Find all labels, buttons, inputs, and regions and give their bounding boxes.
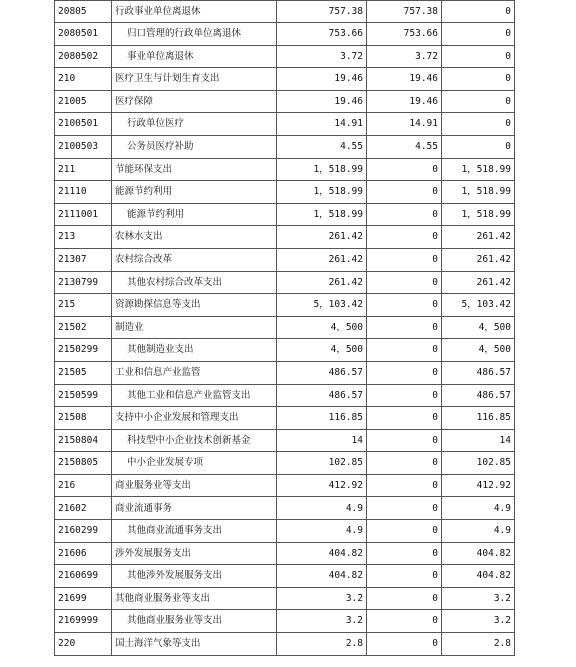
cell-total: 14.91	[277, 113, 367, 136]
cell-project-expenditure: 4，500	[442, 339, 515, 362]
cell-basic-expenditure: 0	[367, 158, 442, 181]
table-row	[55, 361, 515, 384]
cell-project-expenditure: 0	[442, 90, 515, 113]
cell-total: 4，500	[277, 316, 367, 339]
cell-total: 19.46	[277, 68, 367, 91]
cell-project-expenditure: 404.82	[442, 542, 515, 565]
cell-subject-code: 21005	[55, 90, 112, 113]
table-row	[55, 497, 515, 520]
table-row	[55, 316, 515, 339]
table-row	[55, 610, 515, 633]
cell-basic-expenditure: 0	[367, 316, 442, 339]
table-row	[55, 181, 515, 204]
cell-total: 19.46	[277, 90, 367, 113]
table-row	[55, 135, 515, 158]
cell-basic-expenditure: 0	[367, 384, 442, 407]
cell-subject-code: 2130799	[55, 271, 112, 294]
cell-total: 486.57	[277, 361, 367, 384]
cell-project-expenditure: 102.85	[442, 452, 515, 475]
cell-basic-expenditure: 0	[367, 542, 442, 565]
cell-project-expenditure: 4.9	[442, 497, 515, 520]
cell-subject-code: 2100503	[55, 135, 112, 158]
cell-project-expenditure: 0	[442, 68, 515, 91]
cell-total: 4.9	[277, 497, 367, 520]
cell-project-expenditure: 1，518.99	[442, 203, 515, 226]
cell-subject-name: 中小企业发展专项	[112, 452, 277, 475]
cell-project-expenditure: 261.42	[442, 226, 515, 249]
cell-project-expenditure: 0	[442, 23, 515, 46]
table-row	[55, 294, 515, 317]
cell-total: 404.82	[277, 542, 367, 565]
cell-total: 14	[277, 429, 367, 452]
cell-basic-expenditure: 0	[367, 474, 442, 497]
cell-project-expenditure: 0	[442, 113, 515, 136]
cell-subject-code: 2150805	[55, 452, 112, 475]
cell-subject-name: 商业服务业等支出	[112, 474, 277, 497]
cell-subject-code: 2169999	[55, 610, 112, 633]
table-row	[55, 429, 515, 452]
table-row	[55, 384, 515, 407]
cell-basic-expenditure: 19.46	[367, 68, 442, 91]
cell-subject-name: 涉外发展服务支出	[112, 542, 277, 565]
cell-project-expenditure: 2.8	[442, 633, 515, 656]
cell-subject-name: 其他涉外发展服务支出	[112, 565, 277, 588]
cell-basic-expenditure: 0	[367, 203, 442, 226]
cell-project-expenditure: 3.2	[442, 610, 515, 633]
cell-project-expenditure: 5，103.42	[442, 294, 515, 317]
cell-project-expenditure: 3.2	[442, 587, 515, 610]
cell-project-expenditure: 14	[442, 429, 515, 452]
cell-basic-expenditure: 0	[367, 610, 442, 633]
cell-total: 3.2	[277, 587, 367, 610]
table-row	[55, 1, 515, 23]
cell-subject-name: 资源勘探信息等支出	[112, 294, 277, 317]
cell-total: 1，518.99	[277, 181, 367, 204]
cell-subject-code: 215	[55, 294, 112, 317]
cell-subject-name: 支持中小企业发展和管理支出	[112, 407, 277, 430]
table-row	[55, 474, 515, 497]
table-row	[55, 452, 515, 475]
cell-subject-code: 220	[55, 633, 112, 656]
table-row	[55, 248, 515, 271]
table-row	[55, 226, 515, 249]
cell-total: 404.82	[277, 565, 367, 588]
cell-basic-expenditure: 3.72	[367, 45, 442, 68]
cell-subject-code: 2150299	[55, 339, 112, 362]
table-row	[55, 90, 515, 113]
cell-subject-code: 2080502	[55, 45, 112, 68]
cell-basic-expenditure: 0	[367, 294, 442, 317]
cell-project-expenditure: 1，518.99	[442, 158, 515, 181]
cell-project-expenditure: 486.57	[442, 384, 515, 407]
cell-project-expenditure: 261.42	[442, 248, 515, 271]
cell-subject-code: 21502	[55, 316, 112, 339]
cell-total: 261.42	[277, 248, 367, 271]
cell-total: 261.42	[277, 226, 367, 249]
cell-total: 2.8	[277, 633, 367, 656]
cell-total: 1，518.99	[277, 203, 367, 226]
cell-subject-code: 21307	[55, 248, 112, 271]
cell-basic-expenditure: 757.38	[367, 1, 442, 23]
cell-project-expenditure: 0	[442, 1, 515, 23]
cell-subject-name: 农林水支出	[112, 226, 277, 249]
cell-basic-expenditure: 0	[367, 520, 442, 543]
cell-subject-name: 科技型中小企业技术创新基金	[112, 429, 277, 452]
cell-project-expenditure: 0	[442, 45, 515, 68]
cell-total: 116.85	[277, 407, 367, 430]
cell-subject-name: 其他商业流通事务支出	[112, 520, 277, 543]
cell-project-expenditure: 4，500	[442, 316, 515, 339]
cell-subject-name: 其他工业和信息产业监管支出	[112, 384, 277, 407]
cell-total: 3.72	[277, 45, 367, 68]
cell-subject-code: 21602	[55, 497, 112, 520]
cell-project-expenditure: 404.82	[442, 565, 515, 588]
cell-subject-name: 制造业	[112, 316, 277, 339]
cell-subject-code: 213	[55, 226, 112, 249]
cell-total: 1，518.99	[277, 158, 367, 181]
cell-basic-expenditure: 0	[367, 429, 442, 452]
cell-subject-name: 其他商业服务业等支出	[112, 587, 277, 610]
cell-subject-name: 行政单位医疗	[112, 113, 277, 136]
cell-subject-name: 工业和信息产业监管	[112, 361, 277, 384]
table-body	[55, 1, 515, 656]
cell-total: 412.92	[277, 474, 367, 497]
table-row	[55, 542, 515, 565]
cell-subject-name: 医疗卫生与计划生育支出	[112, 68, 277, 91]
cell-total: 5，103.42	[277, 294, 367, 317]
cell-subject-name: 医疗保障	[112, 90, 277, 113]
cell-subject-code: 20805	[55, 1, 112, 23]
cell-subject-name: 能源节约利用	[112, 203, 277, 226]
cell-subject-code: 2160299	[55, 520, 112, 543]
cell-subject-code: 2160699	[55, 565, 112, 588]
cell-subject-code: 2111001	[55, 203, 112, 226]
cell-total: 3.2	[277, 610, 367, 633]
table-row	[55, 23, 515, 46]
cell-basic-expenditure: 0	[367, 565, 442, 588]
cell-basic-expenditure: 19.46	[367, 90, 442, 113]
table-row	[55, 407, 515, 430]
cell-subject-code: 216	[55, 474, 112, 497]
cell-project-expenditure: 412.92	[442, 474, 515, 497]
cell-subject-name: 行政事业单位离退休	[112, 1, 277, 23]
cell-subject-code: 2080501	[55, 23, 112, 46]
cell-basic-expenditure: 14.91	[367, 113, 442, 136]
cell-basic-expenditure: 0	[367, 271, 442, 294]
cell-subject-name: 国土海洋气象等支出	[112, 633, 277, 656]
cell-subject-name: 能源节约利用	[112, 181, 277, 204]
cell-subject-name: 其他农村综合改革支出	[112, 271, 277, 294]
table-row	[55, 271, 515, 294]
cell-basic-expenditure: 0	[367, 226, 442, 249]
cell-basic-expenditure: 753.66	[367, 23, 442, 46]
table-row	[55, 587, 515, 610]
table-row	[55, 158, 515, 181]
cell-subject-code: 210	[55, 68, 112, 91]
cell-total: 753.66	[277, 23, 367, 46]
cell-basic-expenditure: 0	[367, 587, 442, 610]
budget-expenditure-table	[54, 0, 515, 656]
cell-total: 486.57	[277, 384, 367, 407]
cell-project-expenditure: 4.9	[442, 520, 515, 543]
table-row	[55, 565, 515, 588]
table-row	[55, 45, 515, 68]
cell-subject-code: 21606	[55, 542, 112, 565]
cell-basic-expenditure: 4.55	[367, 135, 442, 158]
cell-basic-expenditure: 0	[367, 339, 442, 362]
table-row	[55, 520, 515, 543]
cell-subject-name: 节能环保支出	[112, 158, 277, 181]
table-row	[55, 633, 515, 656]
cell-total: 4.9	[277, 520, 367, 543]
cell-basic-expenditure: 0	[367, 407, 442, 430]
cell-subject-code: 21699	[55, 587, 112, 610]
cell-total: 4.55	[277, 135, 367, 158]
cell-subject-name: 其他制造业支出	[112, 339, 277, 362]
cell-subject-name: 其他商业服务业等支出	[112, 610, 277, 633]
cell-total: 102.85	[277, 452, 367, 475]
cell-subject-name: 事业单位离退休	[112, 45, 277, 68]
cell-subject-name: 商业流通事务	[112, 497, 277, 520]
table-row	[55, 113, 515, 136]
cell-project-expenditure: 116.85	[442, 407, 515, 430]
cell-subject-name: 归口管理的行政单位离退休	[112, 23, 277, 46]
budget-table-page	[54, 0, 514, 656]
cell-basic-expenditure: 0	[367, 633, 442, 656]
table-row	[55, 68, 515, 91]
cell-subject-code: 21508	[55, 407, 112, 430]
cell-total: 4，500	[277, 339, 367, 362]
cell-subject-name: 公务员医疗补助	[112, 135, 277, 158]
table-row	[55, 339, 515, 362]
cell-subject-code: 211	[55, 158, 112, 181]
cell-subject-name: 农村综合改革	[112, 248, 277, 271]
cell-basic-expenditure: 0	[367, 497, 442, 520]
cell-subject-code: 21110	[55, 181, 112, 204]
cell-subject-code: 2100501	[55, 113, 112, 136]
cell-total: 757.38	[277, 1, 367, 23]
cell-project-expenditure: 486.57	[442, 361, 515, 384]
cell-subject-code: 2150804	[55, 429, 112, 452]
cell-basic-expenditure: 0	[367, 181, 442, 204]
cell-total: 261.42	[277, 271, 367, 294]
cell-basic-expenditure: 0	[367, 248, 442, 271]
cell-basic-expenditure: 0	[367, 361, 442, 384]
cell-project-expenditure: 1，518.99	[442, 181, 515, 204]
cell-subject-code: 2150599	[55, 384, 112, 407]
cell-project-expenditure: 0	[442, 135, 515, 158]
cell-basic-expenditure: 0	[367, 452, 442, 475]
table-row	[55, 203, 515, 226]
cell-project-expenditure: 261.42	[442, 271, 515, 294]
cell-subject-code: 21505	[55, 361, 112, 384]
